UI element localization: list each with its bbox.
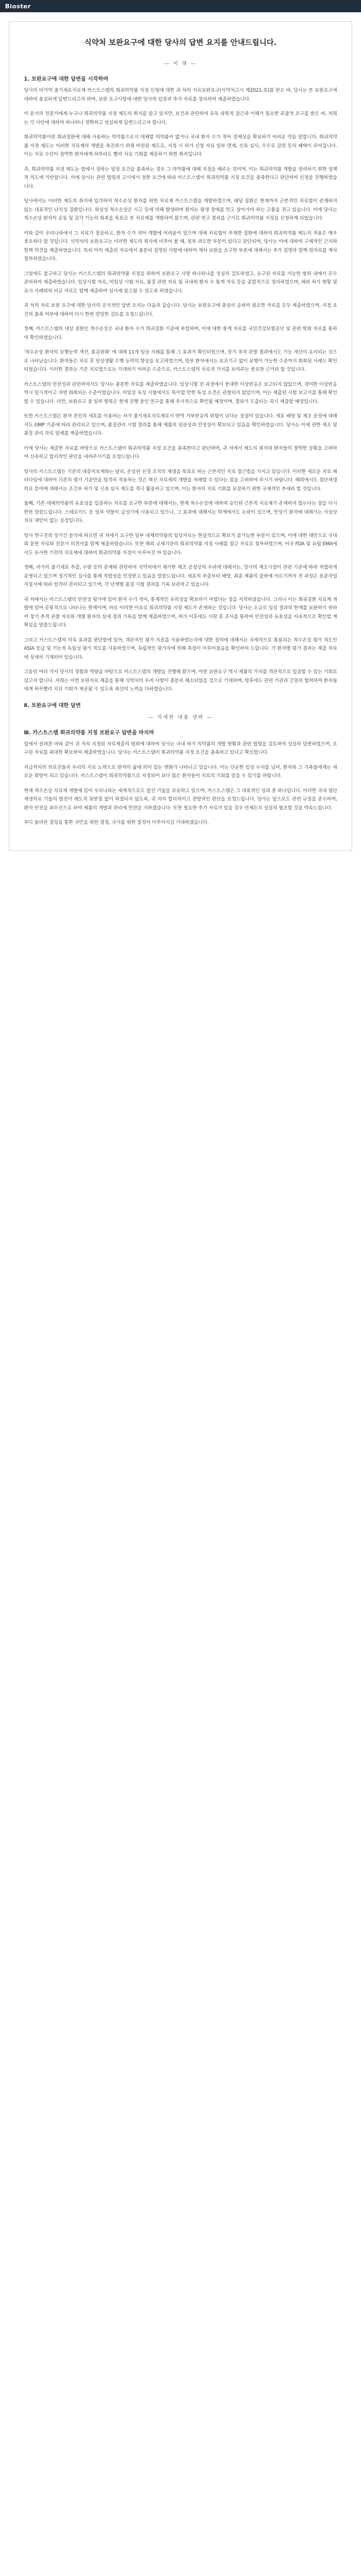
paragraph: 그동안 여러 가지 당사의 경험과 역량을 바탕으로 카스트스템의 개발을 진행해 왔으며, 이번 보완요구 역시 제품의 가치를 객관적으로 입증할 수 있는 기회로 삼고자 합니다. 저희는 이번 보완자료 제출을 통해 식약처의 우려 사항이 충분히 해소되었을 것으로 기대하며, 향후에도 관련 기관과 긴밀히 협력하여 환자들에게 하루빨리 치료 기회가 제공될 수 있도록 최선의 노력을 다하겠습니다. [24, 669, 337, 692]
section-3-heading: Ⅲ. 카스트스템 희귀의약품 지정 보완요구 답변을 마치며 [24, 729, 154, 736]
section-1-heading: 1. 보완요구에 대한 답변을 시작하며 [24, 76, 108, 82]
paragraph: 카스트스템의 안전성과 관련하여서도 당사는 충분한 자료를 제출하였습니다. 임상시험 전 과정에서 중대한 이상반응은 보고되지 않았으며, 경미한 이상반응 역시 일시적이고 자연 회복되는 수준이었습니다. 비임상 독성 시험에서도 특이할 만한 독성 소견은 관찰되지 않았으며, 이는 제출된 시험 보고서를 통해 확인할 수 있습니다. 다만, 보완요구 중 일부 항목은 현재 진행 중인 연구를 통해 추가적으로 확인될 예정이며, 결과가 도출되는 즉시 제출할 예정입니다. [24, 381, 337, 405]
paragraph: 이와 같이 우리나라에서 그 치료가 절실하고, 환자 수가 적어 개발에 어려움이 있으며 대체 치료법이 부재한 질환에 대하여 희귀의약품 제도의 적용은 매우 중요하다 할 것입니다. 식약처의 보완요구는 이러한 제도의 취지에 비추어 볼 때, 일부 과도한 부분이 있다고 판단되며, 당사는 이에 대하여 구체적인 근거와 함께 의견을 제출하였습니다. 특히 이미 제출된 자료에서 충분히 설명된 사항에 대하여 재차 보완을 요구한 부분에 대해서는 추가 설명과 함께 원자료를 재차 첨부하였습니다. [24, 230, 337, 262]
paragraph: 당사의 비가역 줄기세포치료제 카스트스템의 희귀의약품 지정 신청에 대한 귀 처의 지료보완요구(식약처고시 제2021-호)를 받은 바, 당사는 본 보완요구에 대하여 충실하게 답변드리고자 하며, 보완 요구사항에 대한 당사의 입장과 추가 자료를 정리하여 제출하였습니다. [24, 88, 337, 102]
document-title: 식약처 보완요구에 대한 당사의 답변 요지를 안내드립니다. [84, 38, 277, 47]
paragraph: 앞에서 살펴본 바와 같이 귀 처의 지정된 자료제출의 범위에 대하여 당사는 국내 허가 의약품의 개발 현황과 관련 법령을 검토하여 성실히 답변하였으며, 요구된 자료를 최대한 확보하여 제출하였습니다. 당사는 카스트스템이 희귀의약품 지정 요건을 충족하고 있다고 확신합니다. [24, 741, 337, 755]
closing-divider: — 자세한 내용 생략 — [148, 714, 213, 720]
paragraph: 이 문서의 전문가에게 누구나 희귀의약품 지정 제도의 취지를 알고 있지만, 보건과 관련하여 유독 과학적 접근과 이해가 필요한 포괄적 요구를 받은 바, 저희는 각 사안에 대하여 하나하나 정확하고 성실하게 답변드리고자 합니다. [24, 111, 337, 126]
paragraph: 당사에서는 이러한 제도의 취지에 입각하여 척수손상 환자를 위한 치료제 카스트스템을 개발하였으며, 해당 질환은 현재까지 근본적인 치료법이 존재하지 않는 대표적인 난치성 질환입니다. 외상성 척수손상은 사고 등에 의해 발생하며 환자는 평생 장애를 안고 살아가야 하는 고통을 겪고 있습니다. 이에 당사는 척수손상 환자의 운동 및 감각 기능의 회복을 목표로 본 치료제를 개발하여 왔으며, 관련 연구 결과를 근거로 희귀의약품 지정을 신청하게 되었습니다. [24, 198, 337, 221]
paragraph: 또한 카스트스템은 환자 본인의 세포를 이용하는 자가 줄기세포치료제로서 면역 거부반응의 위험이 낮다는 장점이 있습니다. 세포 배양 및 제조 공정에 대해서도 GMP 기준에 따라 관리되고 있으며, 품질관리 시험 결과를 통해 제품의 일관성과 안정성이 확보되고 있음을 확인하였습니다. 당사는 이에 관한 제조 및 품질 관리 자료 일체를 제출하였습니다. [24, 414, 337, 436]
announcement-document [9, 21, 352, 851]
header-bar [0, 0, 361, 12]
paragraph: 그럼에도 불구하고 당사는 카스트스템의 희귀의약품 지정을 위하여 보완요구 사항 하나하나를 성실히 검토하였고, 요구된 자료를 가능한 범위 내에서 모두 준비하여 제출하였습니다. 임상시험 자료, 비임상 시험 자료, 품질 관련 자료 및 국내외 환자 수 통계 자료 등을 종합적으로 정리하였으며, 해외 허가 현황 및 유사 사례와의 비교 자료도 함께 제출하여 심사에 참고될 수 있도록 하였습니다. [24, 271, 337, 294]
paragraph: 부디 올바른 결정을 통한 국민을 위한 결정, 국가를 위한 결정이 이루어지길 기대하겠습니다. [24, 820, 209, 825]
paragraph: 둘째, 기존 대체의약품의 유효성을 입증하는 자료를 요구한 부분에 대해서는, 현재 척수손상에 대하여 승인된 근본적 치료제가 존재하지 않는다는 점을 다시 한번 말씀드립니다. 스테로이드 등 일부 약물이 급성기에 사용되고 있으나, 그 효과에 대해서는 학계에서도 논란이 있으며, 만성기 환자에 대해서는 사실상 치료 대안이 없는 실정입니다. [24, 501, 337, 524]
paragraph: 현재 척수손상 치료제 개발에 있어 우리나라는 세계적으로도 앞선 기술을 보유하고 있으며, 카스트스템은 그 대표적인 성과 중 하나입니다. 이러한 국내 첨단재생의료 기술의 발전이 제도적 뒷받침 없이 좌절되지 않도록, 귀 처의 합리적이고 전향적인 판단을 요청드립니다. 당사는 앞으로도 관련 규정을 준수하며, 환자 안전을 최우선으로 하여 제품의 개발과 관리에 만전을 기하겠습니다. 또한 필요한 추가 자료가 있을 경우 언제든지 성실히 협조할 것을 약속드립니다. [24, 788, 337, 811]
paragraph: 이에 당사는 제출한 자료를 바탕으로 카스트스템이 희귀의약품 지정 요건을 충족한다고 판단하며, 귀 처에서 제도의 취지와 환자들의 절박한 상황을 고려하여 신속하고 합리적인 판단을 내려주시기를 요청드립니다. [24, 445, 337, 460]
bioster-logo[interactable]: Bioster [5, 2, 31, 10]
paragraph: 당사의 카스트스템은 기존의 대증치료제와는 달리, 손상된 신경 조직의 재생을 목표로 하는 근본적인 치료 접근법을 가지고 있습니다. 이러한 새로운 치료 패러다임에 대하여 기존의 평가 기준만을 엄격히 적용하는 것은 혁신 치료제의 개발을 저해할 수 있다는 점을 고려하여 주시기 바랍니다. 해외에서도 첨단재생의료 분야에 대해서는 조건부 허가 및 신속 심사 제도를 적극 활용하고 있으며, 이는 환자의 치료 기회를 보장하기 위한 국제적인 추세라 할 것입니다. [24, 469, 337, 492]
section-2-heading: Ⅱ. 보완요구에 대한 답변 [24, 702, 81, 709]
paragraph: 희귀의약품이란 희귀질환에 대해 사용하는 의약품으로서 대체할 의약품이 없거나 국내 환자 수가 적어 경제성을 확보하기 어려운 약을 말합니다. 희귀의약품 지정 제도는 이러한 치료제의 개발을 촉진하기 위해 마련된 제도로, 지정 시 허가 신청 자료 일부 면제, 신속 심사, 수수료 감면 등의 혜택이 주어집니다. 이는 치료 수단이 절박한 환자에게 하루라도 빨리 치료 기회를 제공하기 위한 취지입니다. [24, 135, 337, 157]
paragraph: 첫째, 카스트스템의 대상 질환인 척수손상은 국내 환자 수가 희귀질환 기준에 부합하며, 이에 대한 통계 자료를 국민건강보험공단 및 관련 학회 자료를 통하여 확인하였습니다. [24, 326, 337, 341]
paragraph: '척수손상 환자의 보행능력 개선, 통증완화' 에 대해 11개 임상 사례를 통해 그 효과가 확인되었으며, 장기 추적 관찰 결과에서도 기능 개선이 유지되는 것으로 나타났습니다. 환자들은 치료 후 일상생활 수행 능력의 향상을 보고하였으며, 일부 환자에서는 보조기구 없이 보행이 가능한 수준까지 회복된 사례도 확인되었습니다. 이러한 결과는 기존 치료법으로는 기대하기 어려운 수준으로, 카스트스템의 치료적 가치를 보여주는 중요한 근거라 할 것입니다. [24, 350, 337, 372]
paragraph: 그리고 카스트스템의 치료 효과를 판단함에 있어, 객관적인 평가 지표를 사용하였는지에 대한 질의에 대해서는 국제적으로 통용되는 척수손상 평가 척도인 ASIA 등급 및 기능적 독립성 평가 척도를 사용하였으며, 독립적인 평가자에 의해 측정이 이루어졌음을 확인하여 드립니다. 각 환자별 평가 결과는 제출 자료에 상세히 기재되어 있습니다. [24, 637, 337, 660]
paragraph: 셋째, 자가의 줄기세포 추출, 수량 등의 문제와 관련하여 식약처에서 제기한 제조 공정상의 우려에 대해서는, 당사의 제조시설이 관련 기준에 따라 적법하게 운영되고 있으며 정기적인 실사를 통해 적합성을 인정받고 있음을 말씀드립니다. 세포의 추출부터 배양, 최종 제품의 출하에 이르기까지 전 과정은 표준작업지침서에 따라 엄격히 관리되고 있으며, 각 단계별 품질 시험 결과를 기록·보관하고 있습니다. [24, 565, 337, 588]
paragraph: 즉, 희귀의약품 지정 제도는 법에서 정하는 일정 요건을 충족하는 경우 그 의약품에 대해 지정을 해주는 것이며, 이는 희귀의약품 개발을 장려하기 위한 정책적 의도에 기반합니다. 이에 당사는 관련 법령과 고시에서 정한 요건에 따라 카스트스템이 희귀의약품 지정 요건을 충족한다고 판단하여 신청을 진행하였습니다. [24, 166, 337, 190]
paragraph: 지금까지의 의료진들과 우리의 치료 노력으로 환자의 삶에 의미 있는 변화가 나타나고 있습니다. 이는 단순한 임상 수치를 넘어, 환자와 그 가족들에게는 새로운 희망이 되고 있습니다. 카스트스템이 희귀의약품으로 지정되어 보다 많은 환자들이 치료의 기회를 얻을 수 있기를 바랍니다. [24, 764, 337, 779]
paragraph: 귀 처에서는 카스트스템의 안전성 평가에 있어 환자 수가 적어, 통계적인 유의성을 확보하기 어렵다는 점을 지적하셨습니다. 그러나 이는 희귀질환 치료제 개발에 있어 공통적으로 나타나는 한계이며, 바로 이러한 이유로 희귀의약품 지정 제도가 존재하는 것입니다. 당사는 소규모 임상 결과의 한계를 보완하기 위하여 장기 추적 관찰 자료와 개별 환자의 상세 경과 기록을 함께 제출하였으며, 허가 이후에도 시판 후 조사를 통하여 안전성과 유효성을 지속적으로 확인할 계획임을 말씀드립니다. [24, 596, 337, 628]
opening-divider: — 이 래 — [164, 61, 197, 67]
paragraph: 당사 연구진의 장기간 분석에 따르면 귀 처에서 요구한 일부 대체의약품의 임상자료는 현실적으로 확보가 불가능한 부분이 있으며, 이에 대한 대안으로 국내외 문헌 자료와 전문가 의견서를 함께 제출하였습니다. 또한 해외 규제기관의 희귀의약품 지정 사례를 참고 자료로 첨부하였으며, 미국 FDA 및 유럽 EMA에서도 유사한 기전의 치료제에 대하여 희귀의약품 지정이 이루어진 바 있습니다. [24, 533, 337, 556]
paragraph: 귀 처의 자료 보완 요구에 대한 당사의 공식적인 답변 요지는 다음과 같습니다. 당사는 보완요구에 충실히 응하여 필요한 자료를 모두 제출하였으며, 지정 요건의 충족 여부에 대하여 다시 한번 면밀한 검토를 요청드립니다. [24, 303, 337, 317]
